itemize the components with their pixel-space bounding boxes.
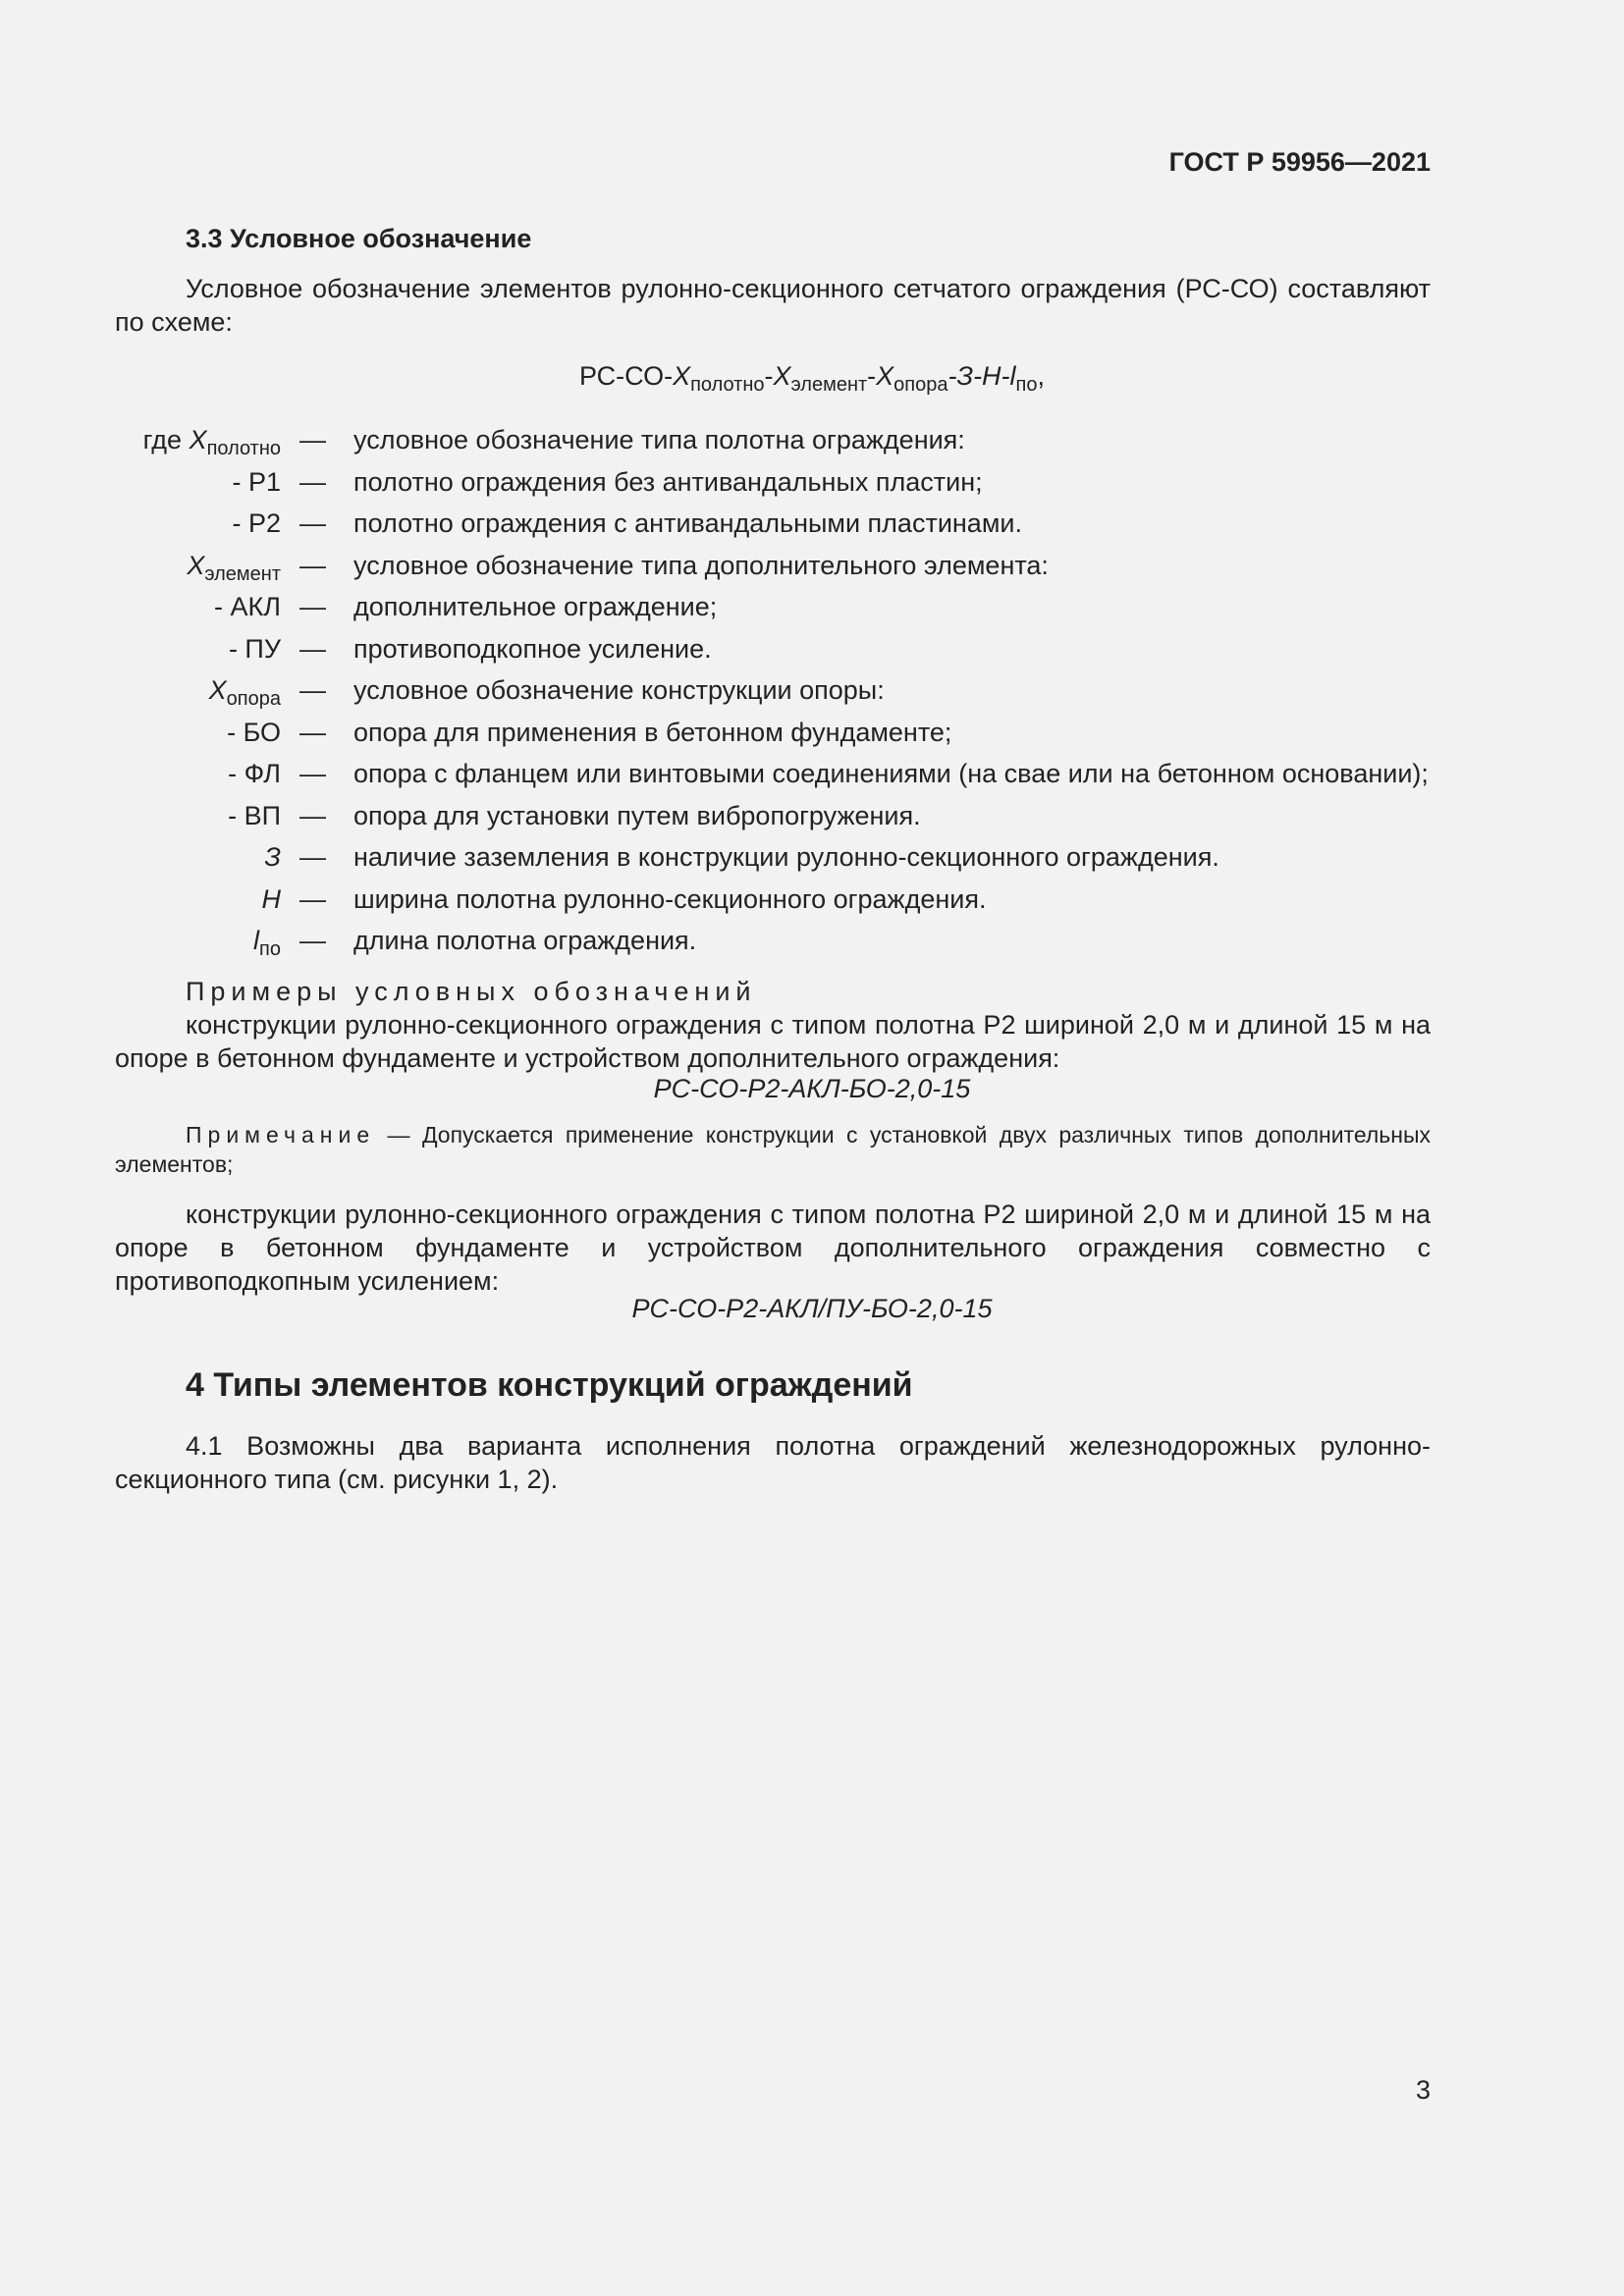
section-4-title: 4 Типы элементов конструкций ограждений [186,1366,913,1404]
legend-symbol-text: - Р2 [232,508,281,538]
legend-symbol-text: - Р1 [232,466,281,497]
formula-x-opora-sub: опора [893,374,948,396]
legend-row [0,675,1624,717]
legend-dash: — [299,883,326,914]
legend-description: условное обозначение конструкции опоры: [353,675,885,705]
legend-symbol-text: - АКЛ [214,592,281,621]
legend-symbol [232,467,281,498]
legend-description: длина полотна ограждения. [353,926,697,955]
legend-dash: — [299,508,326,538]
legend-dash: — [299,759,326,788]
legend-row [0,718,1624,759]
legend-symbol [264,842,281,873]
example-2-code: РС-СО-Р2-АКЛ/ПУ-БО-2,0-15 [631,1294,993,1323]
legend-symbol [209,675,281,711]
legend-row [0,801,1624,842]
legend-description: опора для установки путем вибропогружения. [353,800,921,830]
legend-dash: — [299,425,326,454]
page-number: 3 [1415,2075,1431,2105]
section-4-1-text: 4.1 Возможны два варианта исполнения полотна ограждений железнодорожных рулонно-секционного типа (см. рисунки 1, 2). [115,1431,1431,1494]
legend-symbol [229,634,281,665]
legend-symbol [214,592,281,622]
formula-x-element-sub: элемент [790,374,868,396]
legend-dash: — [299,675,326,705]
legend-dash: — [299,466,326,497]
legend-row [0,634,1624,675]
legend-description: полотно ограждения с антивандальными пластинами. [353,508,1022,538]
legend-symbol-text: X [208,675,227,705]
examples-heading-text: Примеры условных обозначений [186,977,757,1006]
formula-x-polotno: X [673,361,691,391]
legend-prefix: где [142,425,189,454]
legend-description: дополнительное ограждение; [353,592,718,621]
examples-heading [115,975,1431,1008]
legend-row [0,551,1624,592]
legend-row [0,425,1624,466]
formula-l-sub: по [1015,374,1038,396]
legend-dash: — [299,717,326,747]
legend-dash: — [299,592,326,621]
legend-row [0,842,1624,883]
legend-symbol [262,884,282,915]
legend-symbol [227,718,281,748]
legend-row [0,467,1624,508]
legend-row [0,884,1624,926]
legend-symbol-sub: по [259,938,281,960]
example-1-text: конструкции рулонно-секционного ограждения с типом полотна Р2 шириной 2,0 м и длиной 15 м на опоре в бетонном фундаменте и устройством дополнительного ограждения: [115,1010,1431,1073]
legend-symbol-text: З [264,842,281,872]
note-text: — Допускается применение конструкции с установкой двух различных типов дополнительных элементов; [115,1122,1431,1177]
legend-symbol-sub: полотно [206,438,281,459]
legend-description: ширина полотна рулонно-секционного ограждения. [353,883,987,914]
note-label: Примечание [186,1122,376,1148]
legend-symbol [143,425,281,460]
formula-l: l [1009,361,1016,391]
legend-description: условное обозначение типа дополнительного элемента: [353,550,1049,580]
legend-symbol-sub: опора [226,688,281,710]
legend-symbol-text: X [187,550,205,580]
legend-symbol-text: - БО [227,717,281,747]
legend-description: противоподкопное усиление. [353,633,712,664]
legend-row [0,592,1624,633]
designation-formula [0,361,1624,397]
legend-symbol-text: - ВП [228,800,281,830]
legend-symbol-text: Н [261,883,281,914]
formula-sep-2: - [867,361,877,391]
legend-dash: — [299,800,326,830]
formula-sep-1: - [764,361,774,391]
formula-tail: -З-Н- [947,361,1010,391]
legend-symbol [228,759,281,789]
legend-symbol [232,508,281,539]
legend-row [0,759,1624,800]
legend-symbol-text: - ПУ [228,633,281,664]
legend-symbol [187,551,281,586]
legend-symbol-text: - ФЛ [228,759,281,788]
legend-description: полотно ограждения без антивандальных пластин; [353,466,983,497]
example-1-code: РС-СО-Р2-АКЛ-БО-2,0-15 [653,1074,971,1103]
section-3-3-intro: Условное обозначение элементов рулонно-секционного сетчатого ограждения (РС-СО) составляют по схеме: [115,274,1431,337]
legend-dash: — [299,633,326,664]
example-2-text: конструкции рулонно-секционного ограждения с типом полотна Р2 шириной 2,0 м и длиной 15 м на опоре в бетонном фундаменте и устройством дополнительного ограждения совместно с противоподкопным усилением: [115,1200,1431,1296]
legend-dash: — [299,842,326,872]
legend-symbol [228,801,281,831]
legend-description: опора для применения в бетонном фундаменте; [353,717,952,747]
legend-description: условное обозначение типа полотна ограждения: [353,425,965,454]
formula-x-polotno-sub: полотно [690,374,765,396]
legend-dash: — [299,550,326,580]
legend-description: наличие заземления в конструкции рулонно-секционного ограждения. [353,842,1219,872]
legend-symbol-text: l [253,926,260,955]
formula-x-element: X [773,361,791,391]
section-3-3-title: 3.3 Условное обозначение [186,224,532,253]
legend-row [0,508,1624,550]
legend-symbol [253,926,281,961]
legend-dash: — [299,926,326,955]
formula-x-opora: X [876,361,894,391]
legend-symbol-text: X [189,425,207,454]
legend-description: опора с фланцем или винтовыми соединениями (на свае или на бетонном основании); [353,759,1429,788]
legend-row [0,926,1624,967]
document-code: ГОСТ Р 59956—2021 [1168,147,1431,177]
formula-end: , [1037,361,1046,391]
formula-prefix: РС-СО- [578,361,674,391]
note [115,1120,1431,1179]
legend-symbol-sub: элемент [204,562,281,585]
